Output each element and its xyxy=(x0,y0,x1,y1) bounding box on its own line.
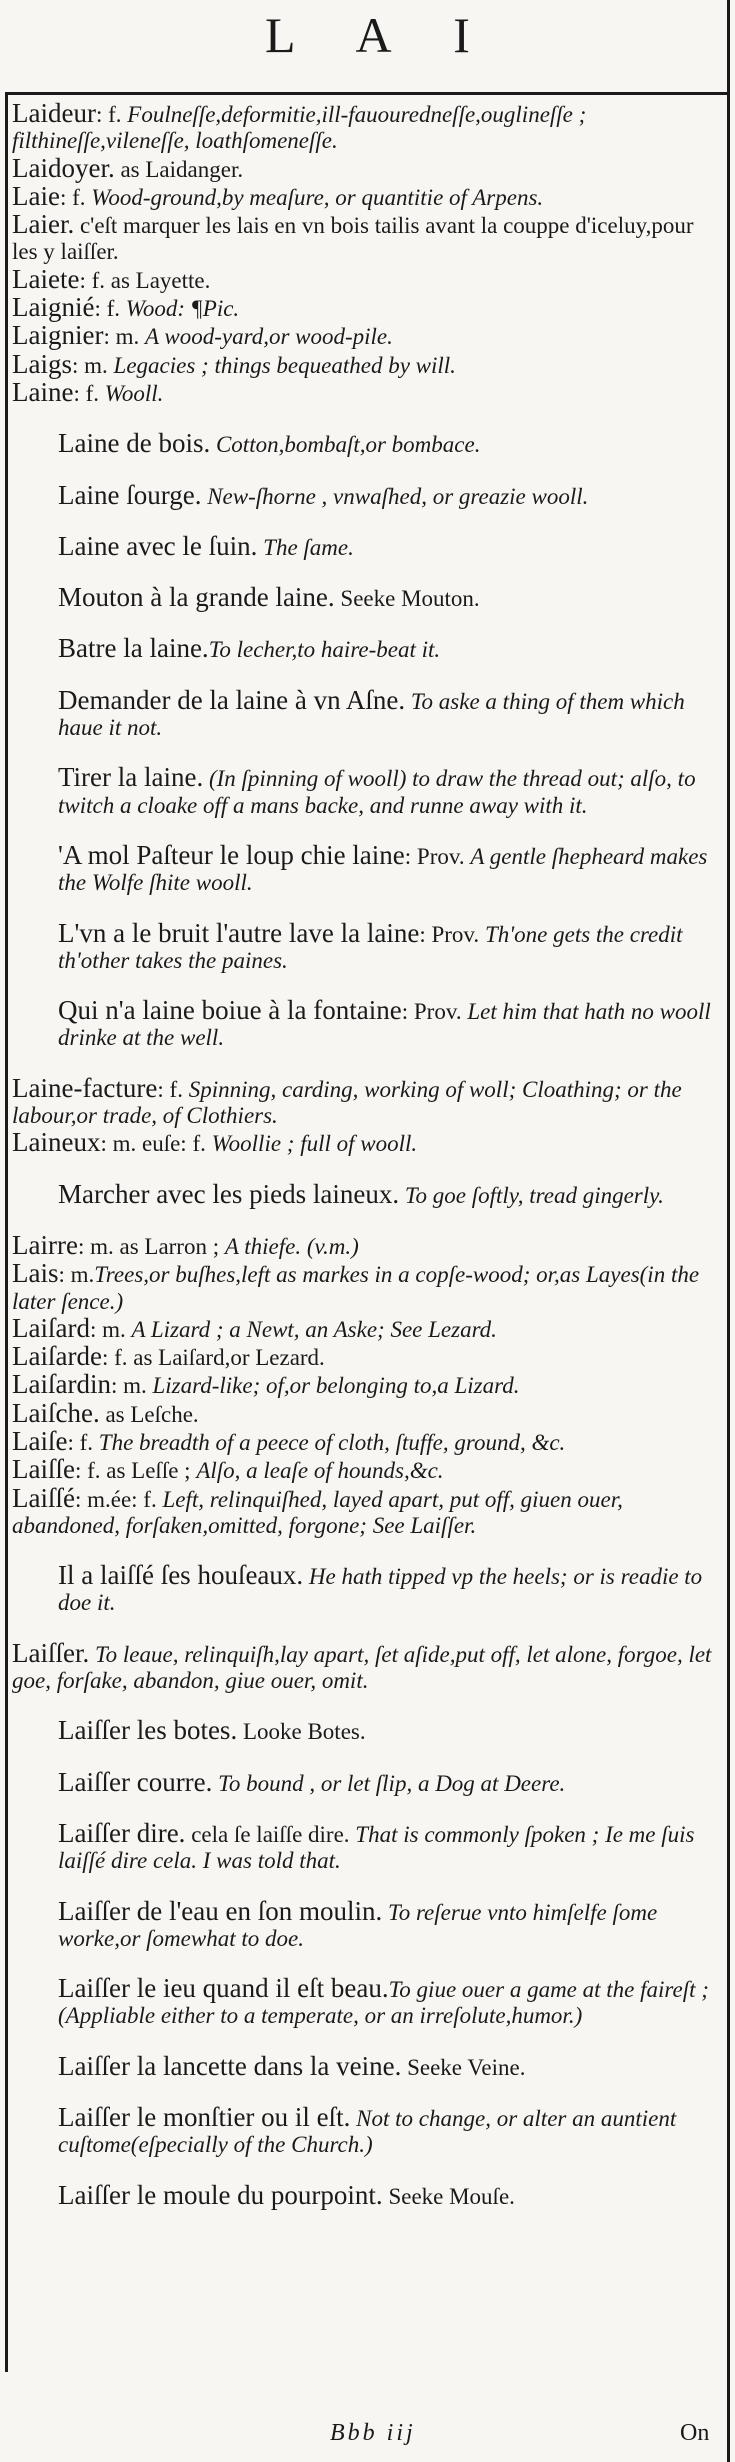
definition: Th'one gets the credit th'other takes the paines. xyxy=(58,921,683,973)
headword: Laignier xyxy=(12,320,104,351)
definition: Trees,or buſhes,left as markes in a copſe-wood; or,as Layes(in the later ſence.) xyxy=(12,1262,700,1314)
entry-text: : f. xyxy=(67,1429,99,1455)
entry-text: : m. xyxy=(72,352,114,378)
headword: Laiſſer la lancette dans la veine. xyxy=(58,2050,402,2081)
definition: Lizard-like; of,or belonging to,a Lizard. xyxy=(152,1373,520,1399)
headword: Laine-facture xyxy=(12,1072,158,1103)
entry-text: Looke Botes. xyxy=(237,1719,366,1745)
definition: Foulneſſe,deformitie,ill-fauouredneſſe,ouglineſſe ; filthineſſe,vileneſſe, loathſomeneſſe. xyxy=(12,102,587,154)
sub-entry xyxy=(12,1178,717,1209)
sub-entry xyxy=(12,430,717,458)
entry-text: : m. xyxy=(103,324,145,350)
sub-entry xyxy=(12,1895,717,1953)
entry-text: : m. xyxy=(58,1262,95,1288)
sub-entry xyxy=(12,1975,717,2030)
headword: Laie xyxy=(12,180,60,211)
entry-text: : f. xyxy=(59,184,92,210)
entry-text: : m. xyxy=(89,1316,132,1342)
headword: Laiſard xyxy=(12,1312,90,1343)
dictionary-entry xyxy=(12,376,717,407)
headword: Laiſſer courre. xyxy=(58,1766,213,1797)
definition: Legacies ; things bequeathed by will. xyxy=(113,352,456,378)
sub-entry xyxy=(12,917,717,975)
headword: Laiſſé xyxy=(12,1482,75,1513)
sub-entry xyxy=(12,635,717,663)
sub-entry xyxy=(12,1817,717,1875)
dictionary-entry xyxy=(12,211,717,266)
entry-text: as Laidanger. xyxy=(114,156,244,182)
definition: Spinning, carding, working of woll; Cloathing; or the labour,or trade, of Clothiers. xyxy=(12,1076,682,1129)
definition: Let him that hath no wooll drinke at the well. xyxy=(58,999,711,1051)
headword: Laignié xyxy=(12,292,95,323)
headword: Laideur xyxy=(12,98,96,128)
headword: Il a laiſſé ſes houſeaux. xyxy=(58,1560,304,1591)
dictionary-entry xyxy=(12,1343,717,1371)
headword: Laier. xyxy=(12,209,75,240)
definition: Left, relinquiſhed, layed apart, put off, giuen ouer, abandoned, forſaken,omitted, forgone; See Laiſſer. xyxy=(12,1486,623,1538)
entry-text: Seeke Mouſe. xyxy=(382,2183,515,2209)
headword: Laiſche. xyxy=(12,1397,100,1428)
headword: Laiſarde xyxy=(12,1341,102,1372)
headword: Laineux xyxy=(12,1127,101,1158)
dictionary-entry xyxy=(12,294,717,322)
headword: Laiſſer dire. xyxy=(58,1817,186,1848)
definition: To aske a thing of them which haue it not. xyxy=(58,688,685,741)
dictionary-entry xyxy=(12,1482,717,1540)
definition: Woollie ; full of wooll. xyxy=(211,1131,418,1157)
definition: A gentle ſhepheard makes the Wolfe ſhite wooll. xyxy=(58,843,708,896)
dictionary-entry xyxy=(12,322,717,350)
definition: To giue ouer a game at the faireſt ; (Appliable either to a temperate, or an irreſolute,humor.) xyxy=(58,1977,709,2029)
entry-text: : f. xyxy=(94,296,126,322)
dictionary-entry xyxy=(12,1072,717,1130)
headword: Batre la laine. xyxy=(58,633,209,664)
headword: Marcher avec les pieds laineux. xyxy=(58,1178,400,1209)
entry-text: : Prov. xyxy=(419,921,485,947)
entry-text: : f. as Leſſe ; xyxy=(74,1458,197,1484)
column-rule-right xyxy=(727,0,730,2462)
dictionary-entry xyxy=(12,1456,717,1484)
entry-text: : Prov. xyxy=(404,843,471,869)
definition: New-ſhorne , vnwaſhed, or greazie wooll. xyxy=(207,483,589,509)
dictionary-entry xyxy=(12,1397,717,1428)
sub-entry xyxy=(12,2104,717,2159)
headword: Laiete xyxy=(12,263,80,294)
definition: To leaue, relinquiſh,lay apart, ſet aſide,put off, let alone, forgoe, let goe, forſake, abandon, giue ouer, omit. xyxy=(12,1641,712,1694)
sub-entry xyxy=(12,584,717,612)
headword: Laine de bois. xyxy=(58,428,211,459)
running-head: L A I xyxy=(265,7,496,63)
definition: Alſo, a leaſe of hounds,&c. xyxy=(196,1458,444,1484)
entry-list xyxy=(12,100,717,2233)
sub-entry xyxy=(12,2179,717,2210)
entry-text: : f. as Layette. xyxy=(79,267,211,293)
dictionary-entry xyxy=(12,1260,717,1315)
definition: The ſame. xyxy=(263,534,354,560)
entry-text: : f. as Laiſard,or Lezard. xyxy=(101,1345,325,1371)
sub-entry xyxy=(12,1562,717,1617)
page-header xyxy=(0,0,735,96)
headword: Laigs xyxy=(12,348,72,379)
sub-entry xyxy=(12,1766,717,1797)
dictionary-entry xyxy=(12,263,717,294)
entry-text: : m. euſe: f. xyxy=(100,1131,212,1157)
definition: To bound , or let ſlip, a Dog at Deere. xyxy=(218,1770,566,1796)
entry-text: : m. xyxy=(110,1373,153,1399)
definition: To lecher,to haire-beat it. xyxy=(208,637,441,663)
definition: He hath tipped vp the heels; or is readie to doe it. xyxy=(58,1564,703,1616)
headword: Laiſſer le monſtier ou il eſt. xyxy=(58,2102,351,2133)
definition: A Lizard ; a Newt, an Aske; See Lezard. xyxy=(131,1316,497,1342)
entry-text: : f. xyxy=(157,1076,189,1102)
headword: L'vn a le bruit l'autre lave la laine xyxy=(58,917,420,948)
entry-text: : m.ée: f. xyxy=(74,1486,163,1512)
sub-entry xyxy=(12,997,717,1052)
entry-text: cela ſe laiſſe dire. xyxy=(185,1821,356,1847)
dictionary-entry xyxy=(12,100,717,155)
entry-text: c'eſt marquer les lais en vn bois tailis avant la couppe d'iceluy,pour les y laiſſer. xyxy=(12,213,694,265)
sub-entry xyxy=(12,479,717,510)
dictionary-entry xyxy=(12,1312,717,1343)
headword: Laiſardin xyxy=(12,1369,111,1400)
headword: Laine ſourge. xyxy=(58,479,202,510)
dictionary-entry xyxy=(12,1637,717,1695)
dictionary-entry xyxy=(12,1129,717,1157)
entry-text: as Leſche. xyxy=(99,1401,199,1427)
headword: Laiſſer de l'eau en ſon moulin. xyxy=(58,1895,383,1926)
dictionary-entry xyxy=(12,348,717,379)
headword: Qui n'a laine boiue à la fontaine xyxy=(58,995,402,1026)
headword: Laiſſer les botes. xyxy=(58,1715,238,1746)
definition: Not to change, or alter an auntient cuſtome(eſpecially of the Church.) xyxy=(58,2106,677,2158)
definition: That is commonly ſpoken ; Ie me ſuis laiſſé dire cela. I was told that. xyxy=(58,1821,695,1874)
headword: 'A mol Paſteur le loup chie laine xyxy=(58,839,405,870)
definition: To goe ſoftly, tread gingerly. xyxy=(404,1182,664,1208)
entry-text: Seeke Veine. xyxy=(401,2054,526,2080)
definition: A thiefe. (v.m.) xyxy=(224,1233,359,1259)
sub-entry xyxy=(12,684,717,742)
headword: Laiſſe xyxy=(12,1454,75,1485)
headword: Laidoyer. xyxy=(12,152,115,183)
headword: Lairre xyxy=(12,1229,78,1260)
entry-text: : Prov. xyxy=(401,999,468,1025)
headword: Laiſe xyxy=(12,1425,68,1456)
definition: (In ſpinning of wooll) to draw the thread out; alſo, to twitch a cloake off a mans backe, and runne away with it. xyxy=(58,766,696,818)
headword: Mouton à la grande laine. xyxy=(58,582,335,613)
definition: Cotton,bombaſt,or bombace. xyxy=(215,432,481,458)
definition: To reſerue vnto himſelfe ſome worke,or ſomewhat to doe. xyxy=(58,1899,658,1951)
sub-entry xyxy=(12,530,717,561)
definition: The breadth of a peece of cloth, ſtuffe, ground, &c. xyxy=(98,1429,566,1455)
column-rule-left xyxy=(5,92,8,2372)
headword: Lais xyxy=(12,1258,59,1289)
dictionary-entry xyxy=(12,180,717,211)
definition: A wood-yard,or wood-pile. xyxy=(145,324,393,350)
page-footer xyxy=(0,2420,735,2460)
signature-mark: Bbb iij xyxy=(330,2420,416,2446)
dictionary-entry xyxy=(12,1229,717,1260)
sub-entry xyxy=(12,1717,717,1745)
definition: Wood-ground,by meaſure, or quantitie of Arpens. xyxy=(91,184,544,210)
definition: Wood: ¶Pic. xyxy=(125,296,240,322)
definition: Wooll. xyxy=(104,380,164,406)
catchword: On xyxy=(680,2420,710,2446)
headword: Laine avec le ſuin. xyxy=(58,530,258,561)
headword: Laiſſer. xyxy=(12,1637,90,1668)
dictionary-entry xyxy=(12,1425,717,1456)
header-rule xyxy=(8,92,730,95)
sub-entry xyxy=(12,764,717,819)
entry-text: : m. as Larron ; xyxy=(77,1233,225,1259)
headword: Laine xyxy=(12,376,74,407)
headword: Tirer la laine. xyxy=(58,762,204,793)
entry-text: : f. xyxy=(73,380,105,406)
sub-entry xyxy=(12,2050,717,2081)
sub-entry xyxy=(12,839,717,897)
headword: Demander de la laine à vn Aſne. xyxy=(58,684,406,715)
entry-text: : f. xyxy=(95,102,128,127)
dictionary-entry xyxy=(12,152,717,183)
dictionary-entry xyxy=(12,1371,717,1399)
headword: Laiſſer le moule du pourpoint. xyxy=(58,2179,383,2210)
headword: Laiſſer le ieu quand il eſt beau. xyxy=(58,1973,389,2004)
entry-text: Seeke Mouton. xyxy=(334,586,480,612)
